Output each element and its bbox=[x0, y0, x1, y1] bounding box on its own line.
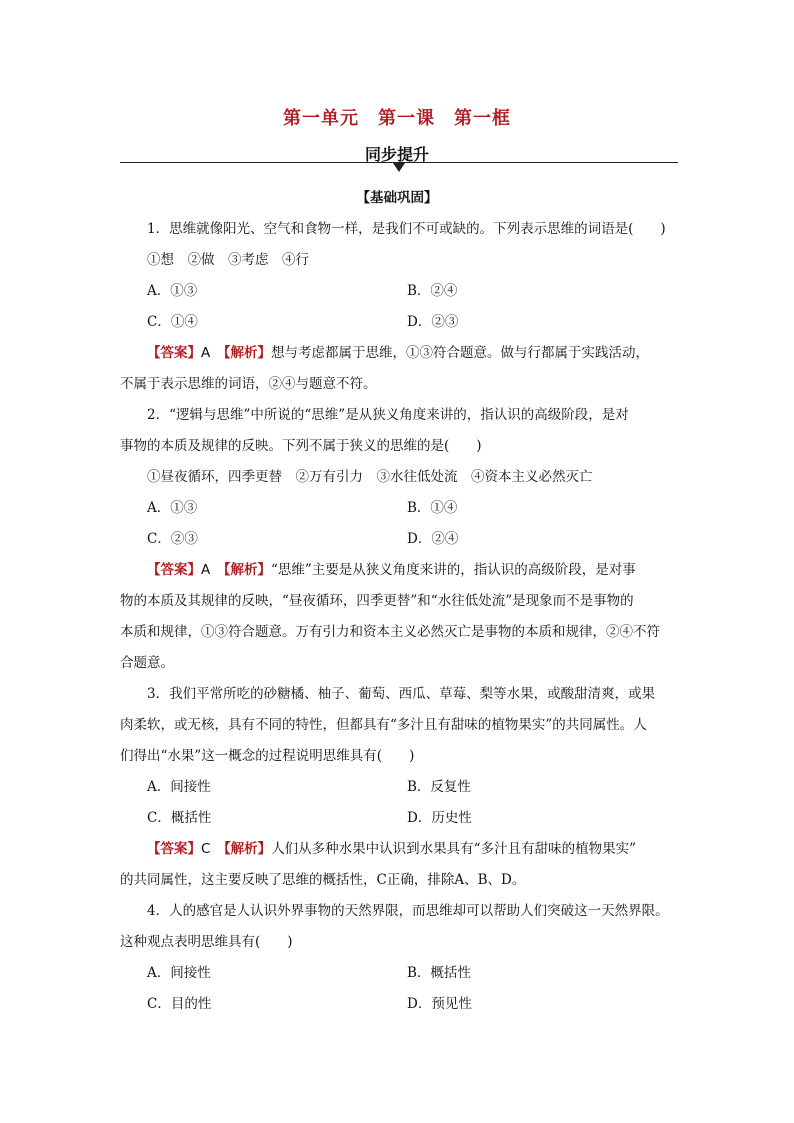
analysis-text: 人们从多种水果中认识到水果具有“多汁且有甜味的植物果实” bbox=[271, 841, 636, 857]
option-a: A．间接性 bbox=[147, 965, 211, 981]
question-items: ①想 ②做 ③考虑 ④行 bbox=[147, 252, 309, 268]
question-3 bbox=[120, 679, 667, 896]
option-d: D．②③ bbox=[407, 314, 459, 330]
answer-letter: A bbox=[201, 345, 211, 361]
question-1 bbox=[120, 214, 667, 400]
option-row bbox=[147, 772, 667, 803]
option-d: D．历史性 bbox=[407, 810, 472, 826]
question-4 bbox=[120, 896, 669, 1020]
option-c: C．①④ bbox=[147, 314, 198, 330]
triangle-down-icon bbox=[393, 163, 405, 172]
page-title: 第一单元 第一课 第一框 bbox=[283, 108, 511, 129]
option-row bbox=[147, 307, 667, 338]
option-row bbox=[147, 989, 667, 1020]
question-stem: 们得出“水果”这一概念的过程说明思维具有( ) bbox=[120, 748, 415, 764]
answer-tag: 【答案】 bbox=[147, 562, 201, 578]
analysis-tag: 【解析】 bbox=[223, 841, 272, 857]
option-row bbox=[147, 493, 667, 524]
option-c: C．目的性 bbox=[147, 996, 212, 1012]
option-b: B．①④ bbox=[407, 500, 458, 516]
question-items: ①昼夜循环，四季更替 ②万有引力 ③水往低处流 ④资本主义必然灭亡 bbox=[147, 469, 593, 485]
question-stem: 4．人的感官是人认识外界事物的天然界限，而思维却可以帮助人们突破这一天然界限。 bbox=[147, 903, 669, 919]
analysis-text: 物的本质及其规律的反映，“昼夜循环，四季更替”和“水往低处流”是现象而不是事物的 bbox=[120, 593, 634, 609]
question-stem: 事物的本质及规律的反映。下列不属于狭义的思维的是( ) bbox=[120, 438, 482, 454]
analysis-text: 不属于表示思维的词语，②④与题意不符。 bbox=[120, 376, 377, 392]
question-2 bbox=[120, 400, 667, 679]
option-a: A．①③ bbox=[147, 500, 198, 516]
page-subtitle: 同步提升 bbox=[364, 145, 429, 164]
option-row bbox=[147, 958, 667, 989]
question-stem: 2．“逻辑与思维”中所说的“思维”是从狭义角度来讲的，指认识的高级阶段，是对 bbox=[147, 407, 629, 423]
option-a: A．①③ bbox=[147, 283, 198, 299]
option-b: B．概括性 bbox=[407, 965, 471, 981]
answer-line bbox=[147, 834, 667, 865]
option-d: D．预见性 bbox=[407, 996, 472, 1012]
analysis-tag: 【解析】 bbox=[223, 562, 271, 578]
analysis-tag: 【解析】 bbox=[223, 345, 271, 361]
option-row bbox=[147, 524, 667, 555]
option-d: D．②④ bbox=[407, 531, 459, 547]
option-row bbox=[147, 803, 667, 834]
question-stem: 3．我们平常所吃的砂糖橘、柚子、葡萄、西瓜、草莓、梨等水果，或酸甜清爽，或果 bbox=[147, 686, 656, 702]
analysis-text: 想与考虑都属于思维，①③符合题意。做与行都属于实践活动， bbox=[271, 345, 649, 361]
option-c: C．②③ bbox=[147, 531, 198, 547]
analysis-text: 本质和规律，①③符合题意。万有引力和资本主义必然灭亡是事物的本质和规律，②④不符 bbox=[120, 624, 660, 640]
question-stem: 肉柔软，或无核，具有不同的特性，但都具有“多汁且有甜味的植物果实”的共同属性。人 bbox=[120, 717, 647, 733]
question-list bbox=[120, 214, 669, 1020]
section-label: 【基础巩固】 bbox=[356, 190, 438, 206]
answer-letter: C bbox=[201, 841, 211, 857]
answer-line bbox=[147, 555, 667, 586]
analysis-text: “思维”主要是从狭义角度来讲的，指认识的高级阶段，是对事 bbox=[271, 562, 636, 578]
answer-line bbox=[147, 338, 667, 369]
option-row bbox=[147, 276, 667, 307]
answer-tag: 【答案】 bbox=[147, 345, 201, 361]
answer-tag: 【答案】 bbox=[147, 841, 201, 857]
analysis-text: 合题意。 bbox=[120, 655, 174, 671]
question-stem: 这种观点表明思维具有( ) bbox=[120, 934, 293, 950]
answer-letter: A bbox=[201, 562, 211, 578]
analysis-text: 的共同属性，这主要反映了思维的概括性，C正确，排除A、B、D。 bbox=[120, 872, 526, 888]
option-c: C．概括性 bbox=[147, 810, 212, 826]
question-stem: 1．思维就像阳光、空气和食物一样，是我们不可或缺的。下列表示思维的词语是( ) bbox=[147, 221, 666, 237]
option-a: A．间接性 bbox=[147, 779, 211, 795]
option-b: B．反复性 bbox=[407, 779, 471, 795]
option-b: B．②④ bbox=[407, 283, 458, 299]
